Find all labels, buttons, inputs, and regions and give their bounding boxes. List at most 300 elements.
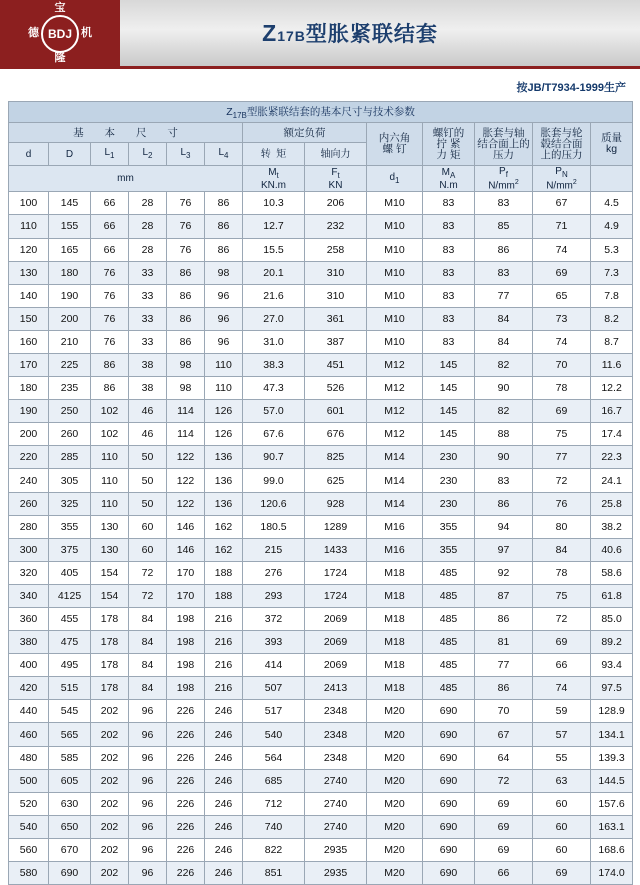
table-cell: M18 (367, 677, 423, 700)
table-cell: 178 (91, 631, 129, 654)
table-cell: 165 (49, 238, 91, 261)
col-torque-label: 转 矩 (243, 143, 305, 166)
table-cell: 98 (167, 353, 205, 376)
table-cell: 851 (243, 862, 305, 885)
table-cell: 517 (243, 700, 305, 723)
table-cell: 102 (91, 423, 129, 446)
table-cell: 94 (475, 515, 533, 538)
page-title (120, 18, 640, 48)
table-cell: 310 (305, 261, 367, 284)
table-cell: 202 (91, 838, 129, 861)
table-cell: 76 (167, 192, 205, 215)
col-L4: $L_4$ (205, 143, 243, 166)
table-cell: 50 (129, 469, 167, 492)
table-cell: 60 (129, 515, 167, 538)
table-cell: 202 (91, 746, 129, 769)
table-row (9, 377, 633, 400)
table-cell: 246 (205, 792, 243, 815)
table-cell: 130 (91, 538, 129, 561)
table-group-row (9, 123, 633, 143)
table-cell: 96 (129, 838, 167, 861)
table-cell: M10 (367, 330, 423, 353)
table-cell: 69 (475, 838, 533, 861)
table-cell: 2935 (305, 838, 367, 861)
table-cell: 15.5 (243, 238, 305, 261)
table-cell: 440 (9, 700, 49, 723)
table-cell: 685 (243, 769, 305, 792)
table-cell: 198 (167, 654, 205, 677)
table-cell: 78 (533, 561, 591, 584)
table-cell: 310 (305, 284, 367, 307)
table-cell: 190 (9, 400, 49, 423)
table-cell: 33 (129, 307, 167, 330)
table-cell: 84 (129, 677, 167, 700)
table-cell: 361 (305, 307, 367, 330)
table-cell: 200 (9, 423, 49, 446)
table-cell: 67 (533, 192, 591, 215)
table-row (9, 815, 633, 838)
table-cell: 90.7 (243, 446, 305, 469)
table-cell: 74 (533, 330, 591, 353)
page-header (0, 0, 640, 69)
table-row (9, 446, 633, 469)
table-cell: 387 (305, 330, 367, 353)
table-cell: 480 (9, 746, 49, 769)
table-cell: 246 (205, 838, 243, 861)
table-cell: 72 (533, 469, 591, 492)
table-cell: 168.6 (591, 838, 633, 861)
table-cell: 216 (205, 654, 243, 677)
table-cell: 11.6 (591, 353, 633, 376)
table-cell: 122 (167, 446, 205, 469)
table-row (9, 608, 633, 631)
table-cell: 198 (167, 608, 205, 631)
table-cell: 145 (423, 353, 475, 376)
table-cell: 75 (533, 584, 591, 607)
table-cell: M20 (367, 700, 423, 723)
table-cell: 250 (49, 400, 91, 423)
table-cell: 136 (205, 492, 243, 515)
table-cell: 230 (423, 446, 475, 469)
table-cell: 276 (243, 561, 305, 584)
table-cell: 605 (49, 769, 91, 792)
col-D: D (49, 143, 91, 166)
table-cell: 144.5 (591, 769, 633, 792)
table-cell: 57 (533, 723, 591, 746)
table-row (9, 469, 633, 492)
title-rest: 型胀紧联结套 (305, 23, 438, 46)
table-row (9, 584, 633, 607)
table-cell: 375 (49, 538, 91, 561)
table-cell: 670 (49, 838, 91, 861)
table-cell: 86 (167, 284, 205, 307)
table-cell: 676 (305, 423, 367, 446)
unit-mm: mm (9, 166, 243, 192)
table-cell: 72 (533, 608, 591, 631)
table-cell: 485 (423, 584, 475, 607)
table-cell: 178 (91, 654, 129, 677)
table-cell: 38 (129, 353, 167, 376)
standard-note: 按JB/T7934-1999生产 (516, 82, 626, 94)
table-row (9, 261, 633, 284)
col-d: d (9, 143, 49, 166)
table-cell: 38 (129, 377, 167, 400)
table-row (9, 723, 633, 746)
table-cell: 355 (423, 515, 475, 538)
table-cell: 82 (475, 400, 533, 423)
table-cell: 540 (243, 723, 305, 746)
table-cell: 4125 (49, 584, 91, 607)
table-row (9, 769, 633, 792)
table-cell: 70 (475, 700, 533, 723)
table-cell: 2740 (305, 815, 367, 838)
table-cell: M20 (367, 769, 423, 792)
table-cell: 136 (205, 446, 243, 469)
table-cell: 96 (129, 746, 167, 769)
table-cell: 83 (423, 284, 475, 307)
table-cell: 162 (205, 515, 243, 538)
table-cell: 216 (205, 631, 243, 654)
table-row (9, 238, 633, 261)
table-cell: 601 (305, 400, 367, 423)
table-cell: 136 (205, 469, 243, 492)
table-cell: 226 (167, 815, 205, 838)
caption-sub: 17B (232, 111, 247, 121)
table-cell: 230 (423, 492, 475, 515)
table-cell: 84 (475, 307, 533, 330)
table-row (9, 700, 633, 723)
table-cell: 134.1 (591, 723, 633, 746)
table-caption-row (9, 102, 633, 123)
table-cell: 170 (167, 584, 205, 607)
caption-rest: 型胀紧联结套的基本尺寸与技术参数 (246, 105, 415, 118)
table-cell: 60 (533, 815, 591, 838)
table-cell: 12.7 (243, 215, 305, 238)
table-cell: 145 (423, 400, 475, 423)
table-row (9, 654, 633, 677)
table-row (9, 631, 633, 654)
table-cell: 690 (423, 723, 475, 746)
table-cell: 355 (49, 515, 91, 538)
table-cell: 690 (423, 815, 475, 838)
table-cell: 712 (243, 792, 305, 815)
table-cell: 70 (533, 353, 591, 376)
table-cell: 180 (9, 377, 49, 400)
table-cell: 198 (167, 631, 205, 654)
table-cell: 565 (49, 723, 91, 746)
table-row (9, 838, 633, 861)
table-cell: M18 (367, 561, 423, 584)
table-cell: 690 (423, 838, 475, 861)
table-cell: 86 (475, 492, 533, 515)
table-cell: 27.0 (243, 307, 305, 330)
table-cell: 246 (205, 815, 243, 838)
table-cell: 455 (49, 608, 91, 631)
table-cell: 246 (205, 862, 243, 885)
table-cell: M14 (367, 469, 423, 492)
table-cell: 216 (205, 608, 243, 631)
table-cell: 520 (9, 792, 49, 815)
table-cell: 128.9 (591, 700, 633, 723)
table-cell: 86 (475, 238, 533, 261)
table-cell: 89.2 (591, 631, 633, 654)
table-cell: 10.3 (243, 192, 305, 215)
table-cell: 507 (243, 677, 305, 700)
table-cell: 230 (423, 469, 475, 492)
table-cell: 485 (423, 561, 475, 584)
table-cell: 360 (9, 608, 49, 631)
unit-pf: $P_f$ $N/mm^2$ (475, 166, 533, 192)
table-cell: 96 (129, 792, 167, 815)
table-cell: 33 (129, 330, 167, 353)
table-cell: 93.4 (591, 654, 633, 677)
table-cell: M10 (367, 215, 423, 238)
table-cell: 67.6 (243, 423, 305, 446)
table-cell: 2935 (305, 862, 367, 885)
table-cell: 76 (91, 330, 129, 353)
table-cell: 690 (49, 862, 91, 885)
table-cell: 170 (9, 353, 49, 376)
table-cell: 178 (91, 608, 129, 631)
table-cell: 83 (423, 238, 475, 261)
table-cell: 690 (423, 792, 475, 815)
table-cell: 146 (167, 515, 205, 538)
table-cell: 120.6 (243, 492, 305, 515)
table-cell: 163.1 (591, 815, 633, 838)
table-cell: M18 (367, 584, 423, 607)
table-cell: 63 (533, 769, 591, 792)
table-cell: 90 (475, 377, 533, 400)
table-cell: 202 (91, 815, 129, 838)
table-cell: 33 (129, 261, 167, 284)
table-cell: 87 (475, 584, 533, 607)
table-cell: 226 (167, 792, 205, 815)
table-cell: 2348 (305, 723, 367, 746)
table-cell: M14 (367, 492, 423, 515)
table-cell: M18 (367, 631, 423, 654)
table-cell: 174.0 (591, 862, 633, 885)
table-cell: 76 (91, 261, 129, 284)
table-cell: 38.3 (243, 353, 305, 376)
table-cell: 630 (49, 792, 91, 815)
table-row (9, 862, 633, 885)
table-cell: 1724 (305, 561, 367, 584)
col-axial-label: 轴向力 (305, 143, 367, 166)
table-row (9, 307, 633, 330)
table-cell: 145 (49, 192, 91, 215)
table-cell: 260 (9, 492, 49, 515)
table-cell: M20 (367, 746, 423, 769)
table-cell: 83 (423, 215, 475, 238)
table-cell: 46 (129, 423, 167, 446)
table-row (9, 561, 633, 584)
table-cell: 84 (475, 330, 533, 353)
group-shaft-pressure: 胀套与轴 结合面上的压力 (475, 123, 533, 166)
table-cell: 86 (205, 215, 243, 238)
table-cell: 110 (9, 215, 49, 238)
table-cell: 59 (533, 700, 591, 723)
col-L3: $L_3$ (167, 143, 205, 166)
table-cell: 57.0 (243, 400, 305, 423)
table-cell: 83 (475, 192, 533, 215)
table-cell: 690 (423, 746, 475, 769)
table-cell: 110 (91, 492, 129, 515)
table-cell: 162 (205, 538, 243, 561)
table-cell: 110 (91, 446, 129, 469)
company-logo (0, 0, 120, 66)
table-cell: 76 (533, 492, 591, 515)
table-cell: 69 (475, 815, 533, 838)
table-cell: 258 (305, 238, 367, 261)
table-cell: 126 (205, 423, 243, 446)
table-cell: 928 (305, 492, 367, 515)
table-cell: 130 (91, 515, 129, 538)
table-cell: 24.1 (591, 469, 633, 492)
table-cell: 485 (423, 608, 475, 631)
table-cell: 190 (49, 284, 91, 307)
table-cell: 8.7 (591, 330, 633, 353)
table-cell: 414 (243, 654, 305, 677)
table-row (9, 192, 633, 215)
table-cell: 540 (9, 815, 49, 838)
table-cell: 154 (91, 584, 129, 607)
table-cell: 122 (167, 469, 205, 492)
table-cell: 126 (205, 400, 243, 423)
table-cell: 246 (205, 700, 243, 723)
table-cell: 157.6 (591, 792, 633, 815)
table-cell: 69 (533, 631, 591, 654)
table-cell: 225 (49, 353, 91, 376)
table-cell: 155 (49, 215, 91, 238)
table-row (9, 330, 633, 353)
table-cell: 86 (91, 353, 129, 376)
table-cell: M12 (367, 400, 423, 423)
table-cell: 16.7 (591, 400, 633, 423)
table-cell: 76 (167, 215, 205, 238)
table-cell: 98 (205, 261, 243, 284)
table-cell: 110 (91, 469, 129, 492)
table-cell: 202 (91, 769, 129, 792)
group-mass: 质量 kg (591, 123, 633, 166)
table-cell: 485 (423, 654, 475, 677)
table-cell: 625 (305, 469, 367, 492)
table-cell: 85 (475, 215, 533, 238)
table-cell: 130 (9, 261, 49, 284)
table-caption (9, 102, 633, 123)
table-cell: 740 (243, 815, 305, 838)
table-cell: M10 (367, 238, 423, 261)
table-cell: 86 (167, 307, 205, 330)
table-cell: M14 (367, 446, 423, 469)
table-cell: 405 (49, 561, 91, 584)
table-cell: 2740 (305, 769, 367, 792)
table-cell: 86 (205, 192, 243, 215)
table-cell: 246 (205, 723, 243, 746)
table-cell: 66 (533, 654, 591, 677)
table-row (9, 215, 633, 238)
table-cell: 58.6 (591, 561, 633, 584)
table-cell: 690 (423, 862, 475, 885)
table-body (9, 192, 633, 885)
table-cell: 96 (129, 862, 167, 885)
table-cell: 74 (533, 238, 591, 261)
table-cell: 96 (129, 815, 167, 838)
table-cell: 65 (533, 284, 591, 307)
table-cell: 178 (91, 677, 129, 700)
title-prefix: Z (262, 20, 278, 46)
table-cell: 515 (49, 677, 91, 700)
table-cell: 86 (205, 238, 243, 261)
table-cell: 420 (9, 677, 49, 700)
table-cell: 526 (305, 377, 367, 400)
group-screw-torque: 螺钉的 拧 紧 力 矩 (423, 123, 475, 166)
table-cell: 564 (243, 746, 305, 769)
unit-axial: $F_t$ KN (305, 166, 367, 192)
table-cell: 22.3 (591, 446, 633, 469)
table-cell: 188 (205, 561, 243, 584)
table-cell: 393 (243, 631, 305, 654)
table-cell: 76 (91, 284, 129, 307)
table-cell: 206 (305, 192, 367, 215)
table-cell: 226 (167, 723, 205, 746)
table-cell: 96 (129, 769, 167, 792)
caption-prefix: Z (226, 105, 233, 118)
table-cell: 76 (167, 238, 205, 261)
table-cell: 114 (167, 400, 205, 423)
table-cell: M16 (367, 538, 423, 561)
table-row (9, 538, 633, 561)
table-cell: 69 (533, 261, 591, 284)
table-cell: 66 (91, 192, 129, 215)
table-cell: 110 (205, 353, 243, 376)
table-cell: M10 (367, 284, 423, 307)
table-cell: 71 (533, 215, 591, 238)
table-cell: 72 (475, 769, 533, 792)
table-cell: 500 (9, 769, 49, 792)
table-cell: 585 (49, 746, 91, 769)
logo-top-char: 宝 (54, 1, 66, 14)
unit-pn: $P_N$ $N/mm^2$ (533, 166, 591, 192)
table-cell: 69 (533, 400, 591, 423)
table-cell: 202 (91, 723, 129, 746)
table-cell: 102 (91, 400, 129, 423)
table-cell: 60 (129, 538, 167, 561)
table-cell: 1433 (305, 538, 367, 561)
table-cell: 20.1 (243, 261, 305, 284)
table-cell: M20 (367, 838, 423, 861)
table-cell: 325 (49, 492, 91, 515)
table-cell: 2740 (305, 792, 367, 815)
table-cell: 83 (423, 330, 475, 353)
table-cell: 33 (129, 284, 167, 307)
table-row (9, 492, 633, 515)
table-cell: 66 (475, 862, 533, 885)
table-cell: 84 (129, 631, 167, 654)
table-cell: 4.5 (591, 192, 633, 215)
table-cell: 210 (49, 330, 91, 353)
table-cell: 82 (475, 353, 533, 376)
table-cell: 88 (475, 423, 533, 446)
group-rated-load: 额定负荷 (243, 123, 367, 143)
table-cell: M20 (367, 792, 423, 815)
table-row (9, 423, 633, 446)
table-cell: 90 (475, 446, 533, 469)
table-cell: 97.5 (591, 677, 633, 700)
table-cell: 475 (49, 631, 91, 654)
table-cell: 96 (205, 330, 243, 353)
table-cell: 86 (475, 608, 533, 631)
table-cell: 650 (49, 815, 91, 838)
